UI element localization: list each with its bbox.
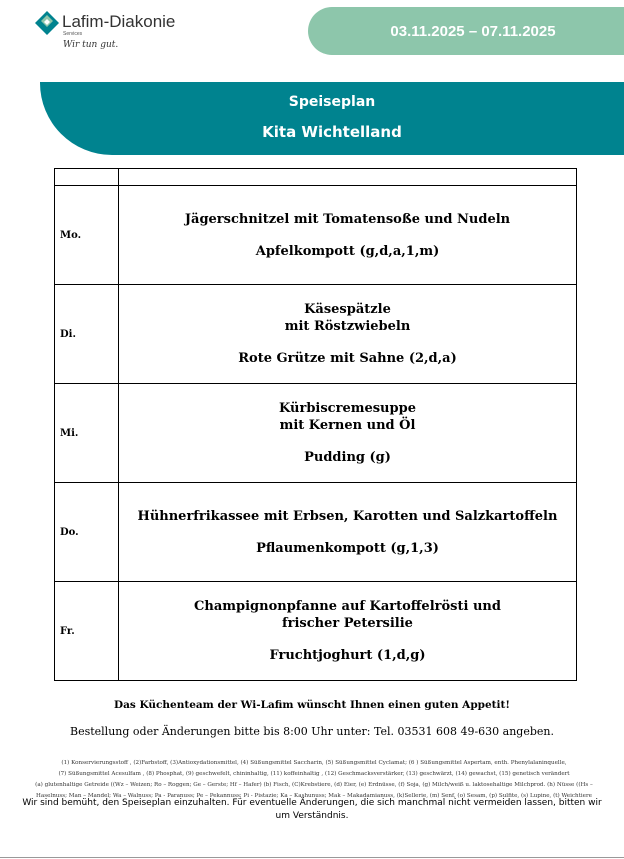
main-dish-line-2: mit Röstzwiebeln [284,319,411,334]
divider [0,857,624,858]
page-subtitle: Kita Wichtelland [262,123,402,141]
day-label: Fr. [55,582,119,681]
meal-cell [119,384,577,483]
main-dish: Käsespätzle [304,302,391,317]
header-banner [40,82,624,155]
logo-sub: Services [63,31,83,37]
allergen-line: (7) Süßungsmittel Acesulfam , (8) Phosphat, (9) geschwefelt, chininhaltig, (11) koffeinhaltig , (12) Geschmacksverstärker, (13) geschwärzt, (14) gewachst, (15) genetisch verändert [58,771,570,777]
table-row [55,384,577,483]
allergen-line: (1) Konservierungsstoff , (2)Farbstoff, (3)Antioxydationsmittel, (4) Süßungsmittel Saccharin, (5) Süßungsmittel Cyclamat; (6 ) Süßungsmittel Aspertam, enth. Phenylalaninquelle, [61,760,567,766]
allergen-legend [24,758,604,802]
menu-table [54,168,577,681]
dessert: Pflaumenkompott (g,1,3) [256,540,439,556]
logo-slogan: Wir tun gut. [63,40,119,50]
table-row [55,483,577,582]
main-dish: Kürbiscremesuppe [279,401,416,416]
meal-cell [119,186,577,285]
allergen-line: Haselnuss; Man – Mandel; Wa – Walnuss; Pa - Paranuss; Pe – Pekannuss; Pi - Pistazie; Ka – Kashunuss; Mak – Makadamianuss, (k)Sellerie, (m) Senf, (o) Sesam, (p) Sulfite, (s) Lupine, (t) Weichtiere [36,793,592,799]
dessert: Pudding (g) [304,450,391,465]
day-label: Mi. [55,384,119,483]
main-dish: Hühnerfrikassee mit Erbsen, Karotten und Salzkartoffeln [137,508,558,524]
meal-cell [119,285,577,384]
logo-name: Lafim-Diakonie [62,12,176,31]
day-label: Do. [55,483,119,582]
table-row [55,285,577,384]
disclaimer: Wir sind bemüht, den Speiseplan einzuhalten. Für eventuelle Änderungen, die sich manchmal nicht vermeiden lassen, bitten wir um Verständnis. [22,798,602,821]
order-info: Bestellung oder Änderungen bitte bis 8:00 Uhr unter: Tel. 03531 608 49-630 angeben. [70,725,554,738]
dessert: Apfelkompott (g,d,a,1,m) [255,243,440,259]
day-label: Mo. [55,186,119,285]
company-logo [34,10,194,56]
main-dish-line-2: mit Kernen und Öl [279,418,416,433]
main-dish: Jägerschnitzel mit Tomatensoße und Nudeln [184,211,511,227]
dessert: Fruchtjoghurt (1,d,g) [269,648,426,663]
table-row [55,582,577,681]
main-dish: Champignonpfanne auf Kartoffelrösti und [194,599,501,614]
page-title: Speiseplan [288,94,376,110]
dessert: Rote Grütze mit Sahne (2,d,a) [238,351,457,366]
main-dish-line-2: frischer Petersilie [282,616,413,631]
table-row [55,186,577,285]
date-range: 03.11.2025 – 07.11.2025 [308,7,624,55]
diamond-logo-icon [34,10,60,36]
allergen-line: (a) glutenhaltige Getreide ((Wz – Weizen; Ro – Roggen; Ge – Gerste; Hf – Hafer) (b) Fisch, (C)Krebstiere, (d) Eier, (e) Erdnüsse, (f) Soja, (g) Milch/weiß u. laktosehaltige Milchprod. (h) Nüsse ((Hs – [35,782,593,788]
appetite-message: Das Küchenteam der Wi-Lafim wünscht Ihnen einen guten Appetit! [114,699,510,711]
meal-cell [119,582,577,681]
meal-cell [119,483,577,582]
table-header-row [55,169,577,186]
day-label: Di. [55,285,119,384]
